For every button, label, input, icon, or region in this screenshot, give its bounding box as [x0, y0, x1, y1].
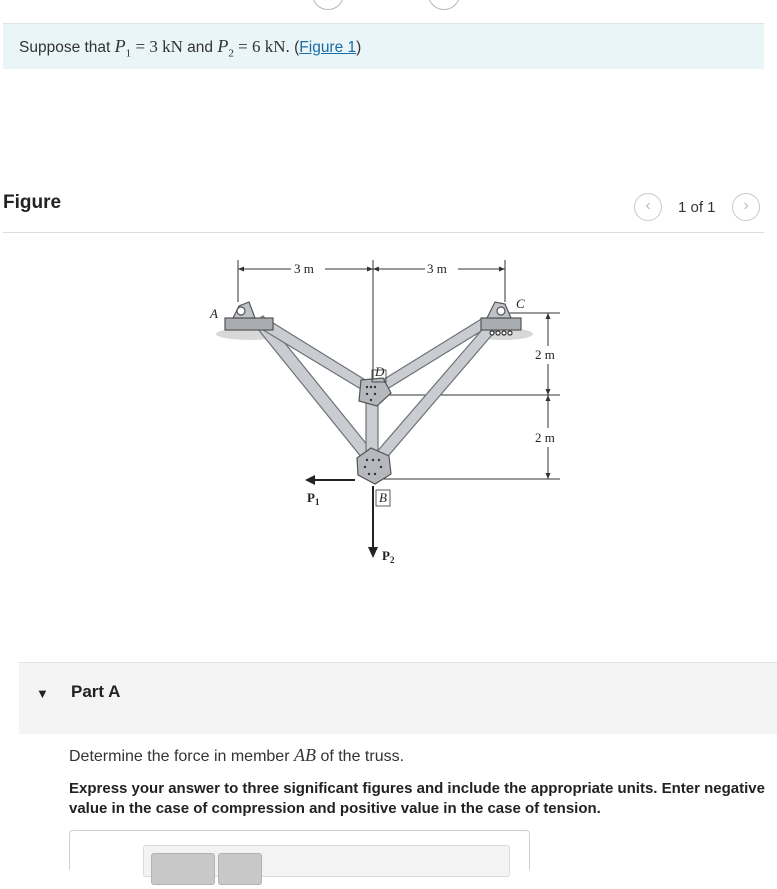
- node-label-b: B: [379, 490, 387, 505]
- units-button[interactable]: [218, 853, 262, 885]
- caret-down-icon[interactable]: ▼: [36, 686, 49, 701]
- connector-text: and: [187, 39, 214, 56]
- node-label-c: C: [516, 296, 525, 311]
- dim-arrow-top: [546, 313, 551, 319]
- question-pre: Determine the force in member: [69, 748, 290, 765]
- load-p1-arrowhead: [305, 475, 315, 485]
- chevron-right-icon: ›: [743, 197, 749, 214]
- dim-arrow-bottom: [546, 473, 551, 479]
- load-label-p1: $P_1$: [307, 490, 320, 507]
- nav-next-button[interactable]: [428, 0, 460, 10]
- dim-arrow-right: [499, 267, 505, 272]
- dim-label-upper: 2 m: [535, 347, 555, 362]
- dim-arrow-mid-up: [546, 389, 551, 395]
- next-figure-button[interactable]: [732, 193, 760, 221]
- nav-prev-button[interactable]: [312, 0, 344, 10]
- dim-label-left: 3 m: [294, 261, 314, 276]
- load-p2-arrowhead: [368, 547, 378, 558]
- question-member: AB: [293, 745, 316, 765]
- answer-box: [69, 830, 530, 870]
- chevron-left-icon: ‹: [645, 197, 651, 214]
- link-close-paren: ): [356, 39, 362, 56]
- pin-c: [497, 307, 505, 315]
- dim-arrow-center-r: [373, 267, 379, 272]
- link-open-paren: (: [294, 39, 300, 56]
- pin-a: [237, 307, 245, 315]
- p2-value: = 6 kN.: [238, 37, 290, 56]
- dim-arrow-center-l: [367, 267, 373, 272]
- dim-arrow-left: [238, 267, 244, 272]
- figure-heading: Figure: [3, 192, 62, 213]
- figure-link[interactable]: Figure 1: [299, 39, 357, 56]
- node-label-d: D: [375, 364, 385, 379]
- dim-label-right: 3 m: [427, 261, 447, 276]
- question-text: [69, 745, 404, 766]
- part-a-header[interactable]: [19, 662, 777, 734]
- node-label-a: A: [210, 306, 218, 321]
- prev-figure-button[interactable]: [634, 193, 662, 221]
- figure-divider: [3, 232, 764, 233]
- template-button[interactable]: [151, 853, 215, 885]
- problem-statement: [3, 23, 764, 69]
- answer-toolbar: [143, 845, 510, 877]
- top-navigation: [0, 0, 777, 24]
- part-a-title: Part A: [71, 682, 121, 701]
- p2-symbol: $P_2$: [217, 36, 234, 60]
- dim-label-lower: 2 m: [535, 430, 555, 445]
- instruction-text: Express your answer to three significant figures and include the appropriate units. Enter negative value in the case of compression and positive value in the case of tension.: [69, 780, 765, 817]
- pager-count: 1 of 1: [678, 199, 716, 216]
- question-post: of the truss.: [320, 748, 405, 765]
- p1-value: = 3 kN: [135, 37, 183, 56]
- support-plate-a: [225, 318, 273, 330]
- support-plate-c: [481, 318, 521, 330]
- load-label-p2: $P_2$: [382, 548, 395, 565]
- dim-arrow-mid-down: [546, 395, 551, 401]
- p1-symbol: $P_1$: [114, 36, 132, 60]
- truss-figure: [205, 252, 575, 582]
- intro-text: Suppose that: [19, 39, 111, 56]
